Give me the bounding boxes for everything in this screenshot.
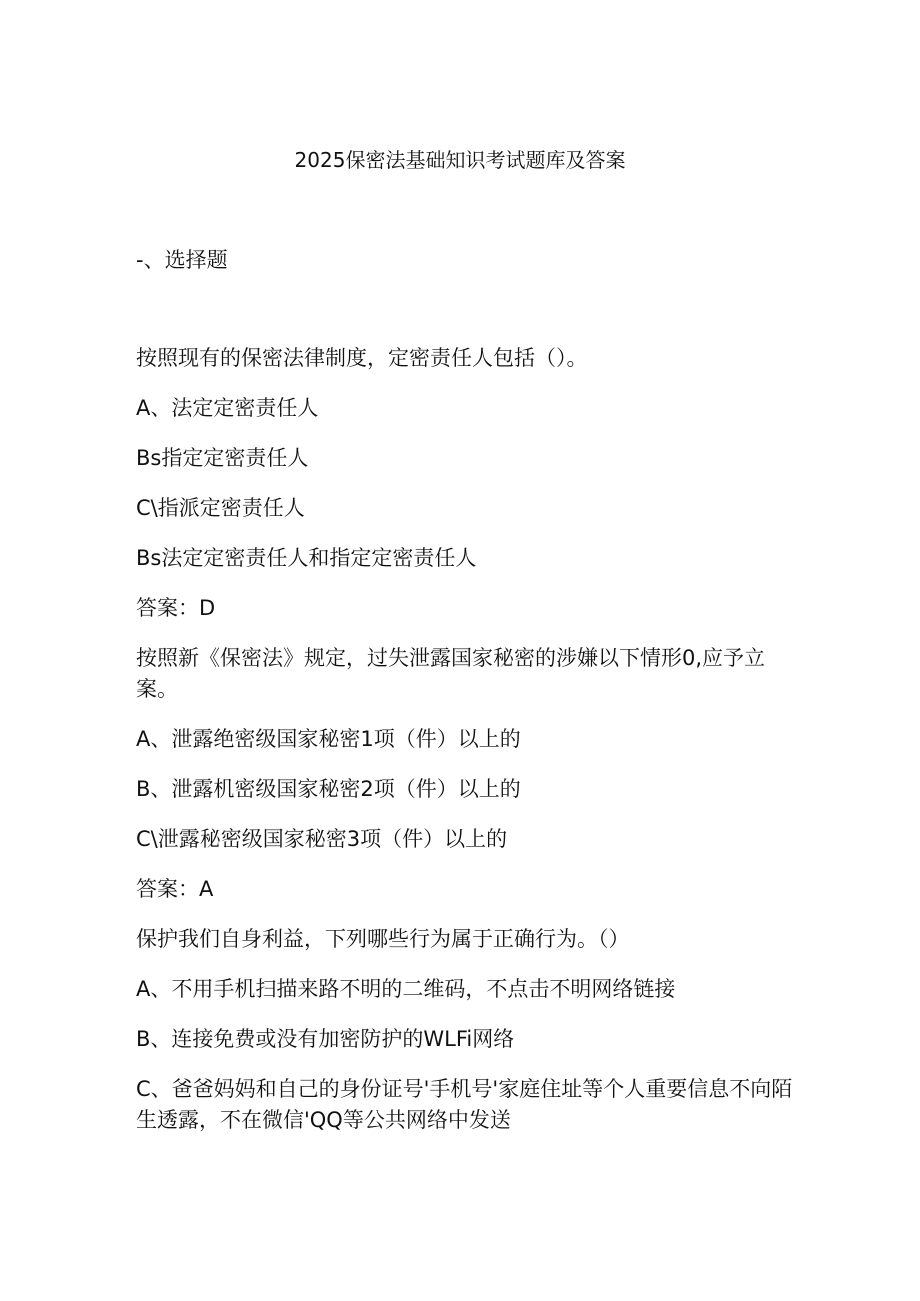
question-2-option-c: C\泄露秘密级国家秘密3项（件）以上的 [136, 827, 508, 851]
question-3-option-a: A、不用手机扫描来路不明的二维码，不点击不明网络链接 [136, 977, 676, 1001]
question-2-option-b: B、泄露机密级国家秘密2项（件）以上的 [136, 777, 521, 801]
question-1-text: 按照现有的保密法律制度，定密责任人包括（）。 [136, 346, 588, 370]
question-3-option-b: B、连接免费或没有加密防护的WLFi网络 [136, 1027, 515, 1051]
question-3-option-c: C、爸爸妈妈和自己的身份证号'手机号'家庭住址等个人重要信息不向陌生透露，不在微信'QQ等公共网络中发送 [136, 1077, 793, 1132]
question-2-option-a: A、泄露绝密级国家秘密1项（件）以上的 [136, 727, 521, 751]
question-2-text: 按照新《保密法》规定，过失泄露国家秘密的涉嫌以下情形0,应予立案。 [136, 646, 766, 701]
question-1-answer: 答案：D [136, 596, 216, 620]
section-heading: -、选择题 [136, 248, 228, 272]
question-list [136, 343, 796, 1155]
question-1-option-d: Bs法定定密责任人和指定定密责任人 [136, 546, 477, 570]
question-1-option-a: A、法定定密责任人 [136, 396, 319, 420]
document-title: 2025保密法基础知识考试题库及答案 [294, 148, 626, 172]
question-1-option-c: C\指派定密责任人 [136, 496, 305, 520]
question-2-answer: 答案：A [136, 877, 214, 901]
question-1-option-b: Bs指定定密责任人 [136, 446, 309, 470]
question-3-text: 保护我们自身利益，下列哪些行为属于正确行为。（） [136, 927, 630, 951]
